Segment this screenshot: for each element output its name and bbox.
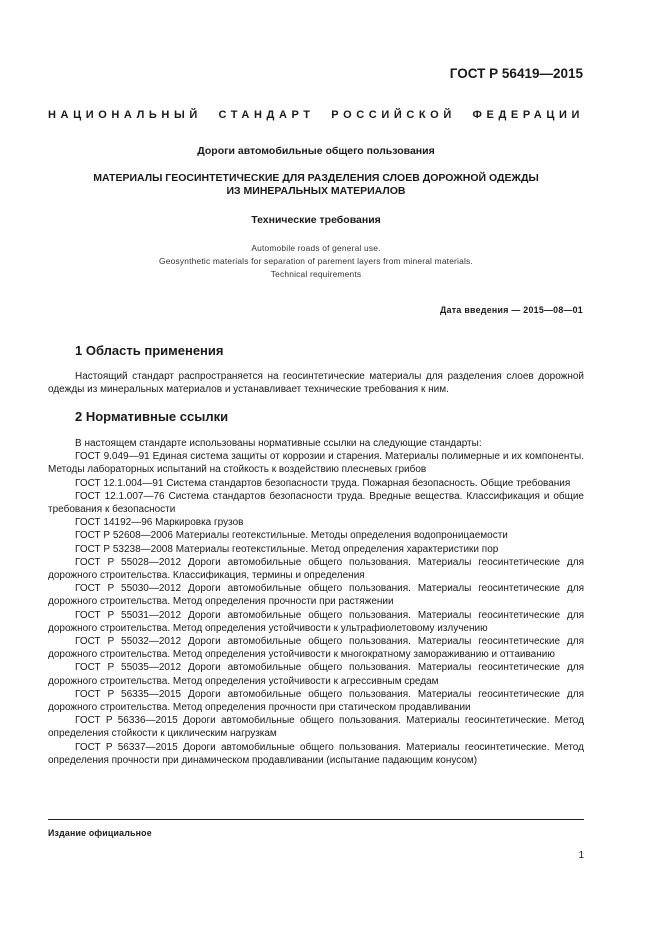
banner-word: РОССИЙСКОЙ [331,109,456,121]
paragraph: Настоящий стандарт распространяется на геосинтетические материалы для разделения слоев дорожной одежды из минеральных материалов и устанавливает технические требования к ним. [48,371,584,396]
english-title-line: Technical requirements [270,268,362,279]
reference-item: ГОСТ Р 56336—2015 Дороги автомобильные общего пользования. Материалы геосинтетические. Метод определения стойкости к циклическим нагрузкам [48,715,584,740]
title-line: МАТЕРИАЛЫ ГЕОСИНТЕТИЧЕСКИЕ ДЛЯ РАЗДЕЛЕНИЯ СЛОЕВ ДОРОЖНОЙ ОДЕЖДЫ [93,172,539,184]
section-2-body [48,437,584,767]
banner-word: НАЦИОНАЛЬНЫЙ [48,109,202,121]
paragraph: В настоящем стандарте использованы нормативные ссылки на следующие стандарты: [75,438,482,449]
reference-item: ГОСТ Р 52608—2006 Материалы геотекстильные. Методы определения водопроницаемости [75,530,508,542]
requirements-label: Технические требования [251,214,381,226]
page-number: 1 [578,850,584,861]
reference-item: ГОСТ Р 55032—2012 Дороги автомобильные общего пользования. Материалы геосинтетические для дорожного строительства. Метод определения устойчивости к многократному замораживанию и оттаиванию [48,636,584,661]
document-title [48,172,584,198]
reference-item: ГОСТ Р 53238—2008 Материалы геотекстильные. Метод определения характеристики пор [75,543,499,555]
reference-item: ГОСТ Р 55030—2012 Дороги автомобильные общего пользования. Материалы геосинтетические для дорожного строительства. Метод определения прочности при растяжении [48,583,584,608]
section-2-heading: 2 Нормативные ссылки [75,409,229,424]
reference-item: ГОСТ Р 56335—2015 Дороги автомобильные общего пользования. Материалы геосинтетические для дорожного строительства. Метод определения прочности при статическом продавливании [48,688,584,714]
document-code: ГОСТ Р 56419—2015 [449,66,583,81]
english-title [48,242,584,280]
introduction-date: Дата введения — 2015—08—01 [440,305,583,315]
banner-word: ФЕДЕРАЦИИ [472,109,584,121]
section-1-body [48,370,584,396]
reference-item: ГОСТ Р 55031—2012 Дороги автомобильные общего пользования. Материалы геосинтетические для дорожного строительства. Метод определения устойчивости к ультрафиолетовому излучению [48,609,584,634]
english-title-line: Geosynthetic materials for separation of parement layers from mineral materials. [159,255,473,266]
reference-item: ГОСТ 9.049—91 Единая система защиты от коррозии и старения. Материалы полимерные и их компоненты. Методы лабораторных испытаний на стойкость к воздействию плесневых грибов [48,451,584,476]
reference-item: ГОСТ 14192—96 Маркировка грузов [75,517,244,529]
official-edition-label: Издание официальное [48,828,152,838]
document-subtitle: Дороги автомобильные общего пользования [197,145,435,157]
footer-divider [48,819,584,820]
reference-item: ГОСТ 12.1.007—76 Система стандартов безопасности труда. Вредные вещества. Классификация и общие требования к безопасности [48,490,584,516]
national-standard-banner [48,109,584,121]
section-1-heading: 1 Область применения [75,343,224,358]
reference-item: ГОСТ Р 55028—2012 Дороги автомобильные общего пользования. Материалы геосинтетические для дорожного строительства. Классификация, термины и определения [48,556,584,582]
reference-item: ГОСТ 12.1.004—91 Система стандартов безопасности труда. Пожарная безопасность. Общие требования [75,477,571,489]
reference-item: ГОСТ Р 56337—2015 Дороги автомобильные общего пользования. Материалы геосинтетические. Метод определения прочности при динамическом продавливании (испытание падающим конусом) [48,741,584,766]
title-line: ИЗ МИНЕРАЛЬНЫХ МАТЕРИАЛОВ [226,185,406,197]
banner-word: СТАНДАРТ [218,109,315,121]
english-title-line: Automobile roads of general use. [251,243,381,253]
reference-item: ГОСТ Р 55035—2012 Дороги автомобильные общего пользования. Материалы геосинтетические для дорожного строительства. Метод определения устойчивости к агрессивным средам [48,662,584,687]
